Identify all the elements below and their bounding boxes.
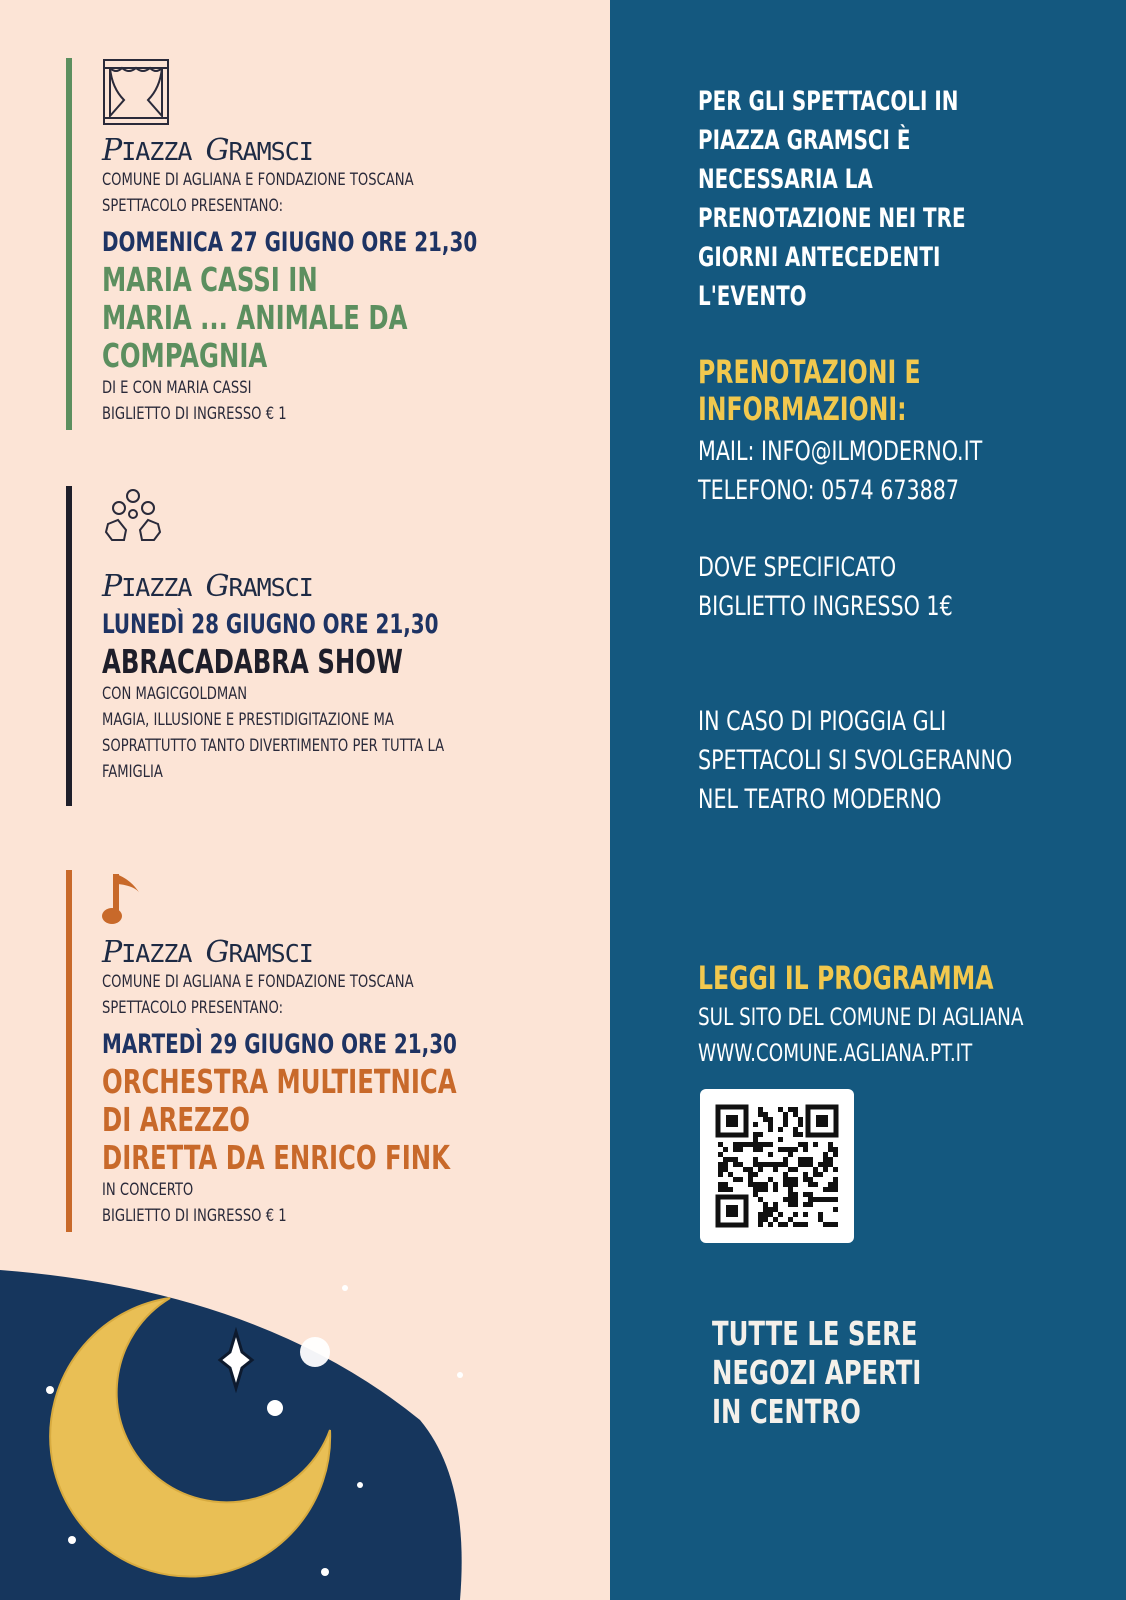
juggling-hands-icon <box>102 486 164 548</box>
event-date: MARTEDÌ 29 GIUGNO ORE 21,30 <box>102 1029 457 1060</box>
qr-code-pattern <box>700 1089 854 1243</box>
ticket-price: BIGLIETTO DI INGRESSO € 1 <box>102 1206 287 1226</box>
contacts-heading: PRENOTAZIONI E INFORMAZIONI: <box>698 353 921 428</box>
contact-phone[interactable]: TELEFONO: 0574 673887 <box>698 475 960 506</box>
ticket-note: DOVE SPECIFICATO BIGLIETTO INGRESSO 1€ <box>698 552 953 622</box>
event-1 <box>66 58 572 430</box>
venue: PIAZZA GRAMSCI <box>102 935 313 970</box>
contact-mail[interactable]: MAIL: INFO@ILMODERNO.IT <box>698 436 983 467</box>
booking-note: PER GLI SPETTACOLI IN PIAZZA GRAMSCI È NECESSARIA LA PRENOTAZIONE NEI TRE GIORNI ANTECEDENTI L'EVENTO <box>698 86 966 312</box>
event-detail: DI E CON MARIA CASSI <box>102 378 252 398</box>
program-link[interactable]: SUL SITO DEL COMUNE DI AGLIANA WWW.COMUNE.AGLIANA.PT.IT <box>698 1003 1024 1067</box>
event-3 <box>66 870 572 1232</box>
event-detail: IN CONCERTO <box>102 1180 194 1200</box>
event-description: MAGIA, ILLUSIONE E PRESTIDIGITAZIONE MA SOPRATTUTTO TANTO DIVERTIMENTO PER TUTTA LA FAMIGLIA <box>102 710 445 782</box>
event-2 <box>66 486 572 806</box>
event-date: LUNEDÌ 28 GIUGNO ORE 21,30 <box>102 609 439 640</box>
event-detail: CON MAGICGOLDMAN <box>102 684 248 704</box>
presenter: COMUNE DI AGLIANA E FONDAZIONE TOSCANA SPETTACOLO PRESENTANO: <box>102 972 414 1018</box>
qr-code[interactable] <box>700 1089 854 1243</box>
theater-curtain-icon <box>102 58 170 126</box>
ticket-price: BIGLIETTO DI INGRESSO € 1 <box>102 404 287 424</box>
venue: PIAZZA GRAMSCI <box>102 569 313 604</box>
footer-note: TUTTE LE SERE NEGOZI APERTI IN CENTRO <box>712 1314 922 1431</box>
event-date: DOMENICA 27 GIUGNO ORE 21,30 <box>102 227 478 258</box>
venue: PIAZZA GRAMSCI <box>102 133 313 168</box>
event-title: ABRACADABRA SHOW <box>102 642 403 681</box>
program-heading: LEGGI IL PROGRAMMA <box>698 959 994 997</box>
rain-note: IN CASO DI PIOGGIA GLI SPETTACOLI SI SVOLGERANNO NEL TEATRO MODERNO <box>698 706 1013 815</box>
night-sky-illustration <box>0 1270 610 1600</box>
presenter: COMUNE DI AGLIANA E FONDAZIONE TOSCANA SPETTACOLO PRESENTANO: <box>102 170 414 216</box>
event-title: MARIA CASSI IN MARIA ... ANIMALE DA COMPAGNIA <box>102 260 408 375</box>
music-note-icon <box>102 870 148 930</box>
event-title: ORCHESTRA MULTIETNICA DI AREZZO DIRETTA DA ENRICO FINK <box>102 1062 457 1177</box>
